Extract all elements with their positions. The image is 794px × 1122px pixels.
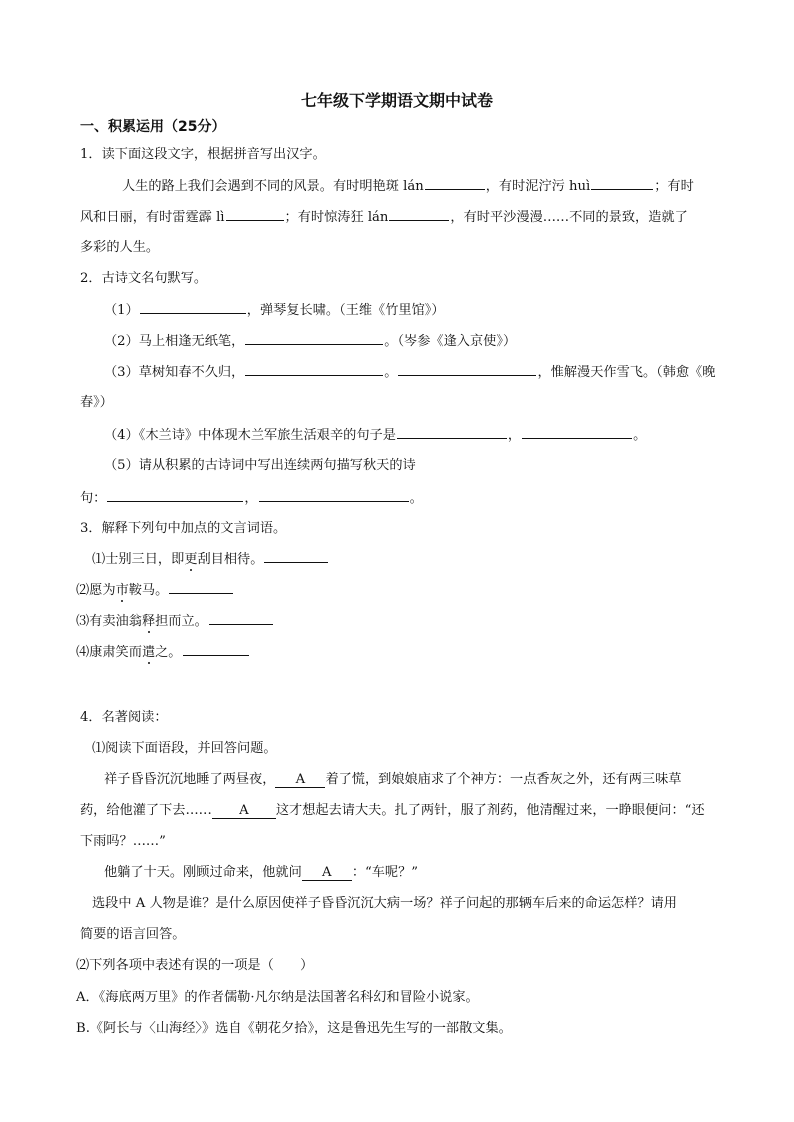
passage-line-1 bbox=[104, 771, 682, 789]
question-2-item-3 bbox=[104, 363, 715, 382]
dotted-word: 更 bbox=[184, 552, 198, 567]
question-3-item-2 bbox=[76, 581, 234, 600]
page-title: 七年级下学期语文期中试卷 bbox=[300, 91, 493, 110]
question-2-item-2 bbox=[104, 332, 516, 351]
question-2-item-5: （5）请从积累的古诗词中写出连续两句描写秋天的诗 bbox=[104, 458, 416, 473]
passage-text: 药，给他灌了下去…… bbox=[80, 803, 212, 818]
dotted-word: 遣 bbox=[141, 645, 156, 660]
question-4-stem: 4．名著阅读： bbox=[80, 710, 168, 725]
passage-line-4 bbox=[104, 864, 418, 882]
question-3-stem: 3．解释下列句中加点的文言词语。 bbox=[80, 521, 287, 536]
answer-blank[interactable] bbox=[169, 581, 233, 594]
q3-text: 担而立。 bbox=[155, 614, 208, 629]
question-4-sub-1: ⑴阅读下面语段，并回答问题。 bbox=[92, 741, 277, 756]
blank-letter-a: A bbox=[212, 804, 276, 819]
answer-blank[interactable] bbox=[264, 550, 328, 563]
question-4-prompt-line-1: 选段中 A 人物是谁？是什么原因使祥子昏昏沉沉大病一场？祥子问起的那辆车后来的命运怎样？请用 bbox=[92, 896, 677, 911]
q2-text: （4）《木兰诗》中体现木兰军旅生活艰辛的句子是 bbox=[104, 428, 396, 443]
passage-text: 这才想起去请大夫。扎了两针，服了剂药，他清醒过来，一睁眼便问：“还 bbox=[275, 803, 705, 818]
answer-blank[interactable] bbox=[107, 489, 243, 502]
q3-text: ⑴士别三日，即 bbox=[92, 552, 185, 567]
question-2-item-3-cont: 春》） bbox=[80, 395, 113, 410]
option-b[interactable]: B.《阿长与〈山海经〉》选自《朝花夕拾》，这是鲁迅先生写的一部散文集。 bbox=[76, 1021, 512, 1036]
q2-text: （1） bbox=[104, 303, 139, 318]
question-2-item-5-cont bbox=[80, 489, 423, 508]
answer-blank[interactable] bbox=[183, 643, 249, 656]
question-1-line-2 bbox=[80, 208, 688, 227]
q3-text: ⑷康肃笑而 bbox=[76, 645, 142, 660]
passage-text: ：“车呢？” bbox=[351, 865, 419, 880]
q1-text: 人生的路上我们会遇到不同的风景。有时明艳斑 lán bbox=[122, 179, 424, 194]
q2-text: 。 bbox=[384, 365, 398, 380]
q2-text: （2）马上相逢无纸笔， bbox=[104, 334, 245, 349]
question-1-line-1 bbox=[122, 177, 694, 196]
answer-blank[interactable] bbox=[140, 301, 246, 314]
blank-letter-a: A bbox=[302, 866, 352, 881]
passage-line-2 bbox=[80, 802, 705, 820]
answer-blank[interactable] bbox=[209, 612, 273, 625]
q2-text: ，惟解漫天作雪飞。（韩愈《晚 bbox=[537, 365, 716, 380]
question-2-item-1 bbox=[104, 301, 445, 320]
q2-text: ， bbox=[244, 491, 258, 506]
q2-text: 。（岑参《逢入京使》） bbox=[384, 334, 517, 349]
option-a[interactable]: A．《海底两万里》的作者儒勒·凡尔纳是法国著名科幻和冒险小说家。 bbox=[76, 990, 479, 1005]
q3-text: 之。 bbox=[155, 645, 182, 660]
question-4-prompt-line-2: 简要的语言回答。 bbox=[80, 927, 186, 942]
answer-blank[interactable] bbox=[522, 426, 632, 439]
answer-blank[interactable] bbox=[398, 363, 536, 376]
blank-letter-a: A bbox=[275, 773, 325, 788]
question-3-item-1 bbox=[92, 550, 329, 569]
question-3-item-4 bbox=[76, 643, 250, 662]
question-3-item-3 bbox=[76, 612, 274, 631]
answer-blank[interactable] bbox=[389, 208, 449, 221]
answer-blank[interactable] bbox=[425, 177, 485, 190]
dotted-word: 市 bbox=[115, 583, 129, 598]
q3-text: ⑶有卖油翁 bbox=[76, 614, 142, 629]
answer-blank[interactable] bbox=[591, 177, 653, 190]
passage-text: 祥子昏昏沉沉地睡了两昼夜， bbox=[104, 772, 276, 787]
section-heading: 一、积累运用（25分） bbox=[80, 119, 226, 135]
q1-text: ；有时 bbox=[654, 179, 694, 194]
dotted-word: 释 bbox=[141, 614, 156, 629]
q1-text: ，有时平沙漫漫……不同的景致，造就了 bbox=[450, 210, 688, 225]
q3-text: ⑵愿为 bbox=[76, 583, 116, 598]
q1-text: 风和日丽，有时雷霆霹 lì bbox=[80, 210, 225, 225]
question-4-sub-2: ⑵下列各项中表述有误的一项是（ ） bbox=[76, 958, 314, 973]
q2-text: 句： bbox=[80, 491, 107, 506]
q3-text: 刮目相待。 bbox=[197, 552, 264, 567]
answer-blank[interactable] bbox=[259, 489, 409, 502]
question-2-stem: 2．古诗文名句默写。 bbox=[80, 271, 208, 286]
question-1-stem: 1．读下面这段文字，根据拼音写出汉字。 bbox=[80, 147, 326, 162]
passage-text: 他躺了十天。刚顾过命来，他就问 bbox=[104, 865, 302, 880]
answer-blank[interactable] bbox=[245, 363, 383, 376]
answer-blank[interactable] bbox=[397, 426, 507, 439]
q2-text: 。 bbox=[633, 428, 647, 443]
q2-text: （3）草树知春不久归， bbox=[104, 365, 245, 380]
q2-text: ， bbox=[507, 428, 522, 443]
q1-text: ，有时泥泞污 huì bbox=[485, 179, 591, 194]
question-2-item-4 bbox=[104, 426, 646, 445]
q2-text: 。 bbox=[409, 491, 423, 506]
q1-text: ；有时惊涛狂 lán bbox=[284, 210, 389, 225]
question-1-line-3: 多彩的人生。 bbox=[80, 240, 160, 255]
answer-blank[interactable] bbox=[226, 208, 284, 221]
passage-text: 着了慌，到娘娘庙求了个神方：一点香灰之外，还有两三味草 bbox=[325, 772, 682, 787]
q2-text: ，弹琴复长啸。（王维《竹里馆》） bbox=[246, 303, 445, 318]
q3-text: 鞍马。 bbox=[128, 583, 169, 598]
answer-blank[interactable] bbox=[245, 332, 383, 345]
passage-line-3: 下雨吗？……” bbox=[80, 834, 166, 849]
